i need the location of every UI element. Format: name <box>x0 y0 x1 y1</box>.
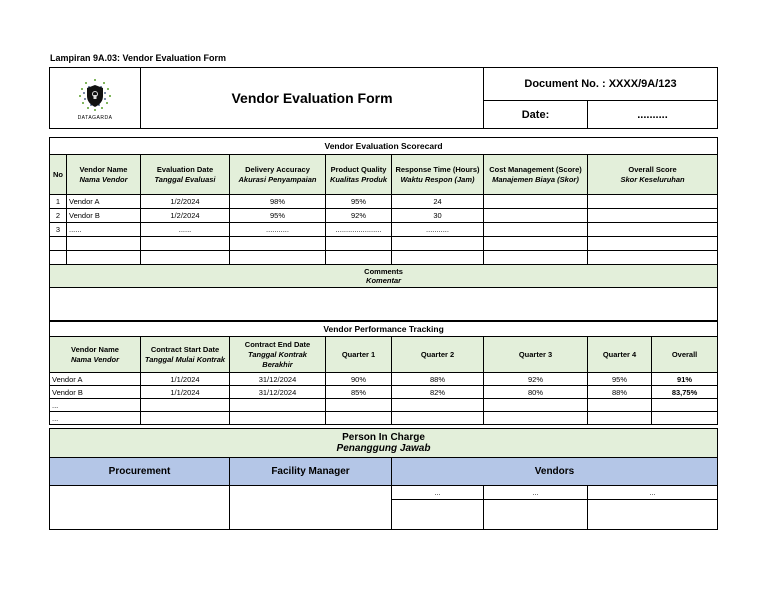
col-header-label: Quarter 3 <box>518 349 553 359</box>
procurement-signature[interactable] <box>50 486 230 530</box>
col-header-label-id: Skor Keseluruhan <box>620 174 685 184</box>
table-cell <box>484 209 588 223</box>
table-cell <box>392 251 484 265</box>
table-cell: 90% <box>326 373 392 386</box>
vendor-signature-3[interactable] <box>588 500 718 530</box>
table-cell <box>484 195 588 209</box>
col-header-label: No <box>53 169 63 179</box>
table-cell: 95% <box>588 373 652 386</box>
vendor-signature-1[interactable] <box>392 500 484 530</box>
facility-manager-signature[interactable] <box>230 486 392 530</box>
table-cell <box>326 399 392 412</box>
document-number: Document No. : XXXX/9A/123 <box>484 68 718 101</box>
table-cell <box>392 412 484 425</box>
table-cell <box>484 223 588 237</box>
pic-title: Person In Charge <box>342 432 425 443</box>
table-cell: ........... <box>392 223 484 237</box>
table-cell: 98% <box>230 195 326 209</box>
tracking-col-header <box>588 337 652 373</box>
tracking-col-header <box>230 337 326 373</box>
table-cell: 95% <box>230 209 326 223</box>
col-header-label-id: Nama Vendor <box>79 174 128 184</box>
col-header-label-id: Tanggal Mulai Kontrak <box>144 354 226 364</box>
table-cell <box>230 251 326 265</box>
date-label: Date: <box>484 101 588 129</box>
table-cell: 1/2/2024 <box>141 195 230 209</box>
col-header-label-id: Tanggal Evaluasi <box>154 174 216 184</box>
col-header-label: Vendor Name <box>79 164 128 174</box>
vendor-slot-1: ... <box>392 486 484 500</box>
col-header-label-id: Nama Vendor <box>70 354 120 364</box>
table-row <box>50 386 718 399</box>
table-cell <box>588 399 652 412</box>
table-cell <box>484 237 588 251</box>
table-cell: ... <box>50 412 141 425</box>
col-header-label: Quarter 1 <box>341 349 376 359</box>
logo <box>50 68 141 129</box>
table-cell: 91% <box>652 373 718 386</box>
table-cell <box>141 237 230 251</box>
table-cell: 1/2/2024 <box>141 209 230 223</box>
table-cell <box>588 412 652 425</box>
table-row <box>50 195 718 209</box>
table-cell: 30 <box>392 209 484 223</box>
table-cell: ........... <box>230 223 326 237</box>
table-cell: 92% <box>326 209 392 223</box>
table-cell: 80% <box>484 386 588 399</box>
table-cell: Vendor B <box>67 209 141 223</box>
scorecard-header-row <box>50 155 718 195</box>
col-header-label: Overall Score <box>628 164 677 174</box>
table-cell <box>588 237 718 251</box>
vendors-label: Vendors <box>392 458 718 486</box>
table-cell: ...................... <box>326 223 392 237</box>
table-cell <box>588 209 718 223</box>
table-cell: 95% <box>326 195 392 209</box>
table-row <box>50 209 718 223</box>
col-header-label-id: Kualitas Produk <box>329 174 388 184</box>
table-row <box>50 412 718 425</box>
table-cell: 1/1/2024 <box>141 373 230 386</box>
table-row <box>50 251 718 265</box>
tracking-title: Vendor Performance Tracking <box>50 322 718 337</box>
tracking-col-header <box>484 337 588 373</box>
table-cell <box>652 399 718 412</box>
table-row <box>50 237 718 251</box>
tracking-col-header <box>326 337 392 373</box>
col-header-label: Quarter 2 <box>420 349 455 359</box>
scorecard-table <box>49 137 718 321</box>
table-cell <box>230 412 326 425</box>
table-cell: 31/12/2024 <box>230 373 326 386</box>
col-header-label-id: Tanggal Kontrak Berakhir <box>248 349 307 369</box>
tracking-col-header <box>141 337 230 373</box>
tracking-col-header <box>50 337 141 373</box>
col-header-label: Cost Management (Score) <box>489 164 582 174</box>
date-value: .......... <box>588 101 718 129</box>
table-cell <box>588 195 718 209</box>
scorecard-col-header <box>141 155 230 195</box>
table-cell: ...... <box>141 223 230 237</box>
table-row <box>50 373 718 386</box>
pic-header <box>50 429 718 458</box>
pic-title-id: Penanggung Jawab <box>336 443 431 454</box>
table-cell <box>67 237 141 251</box>
table-cell: 92% <box>484 373 588 386</box>
table-cell: 1/1/2024 <box>141 386 230 399</box>
scorecard-col-header <box>392 155 484 195</box>
col-header-label: Product Quality <box>330 164 387 174</box>
scorecard-title: Vendor Evaluation Scorecard <box>50 138 718 155</box>
table-cell <box>230 399 326 412</box>
form-caption: Lampiran 9A.03: Vendor Evaluation Form <box>50 53 227 63</box>
tracking-col-header <box>652 337 718 373</box>
table-cell <box>652 412 718 425</box>
logo-text: DATAGARDA <box>77 114 113 121</box>
facility-manager-label: Facility Manager <box>230 458 392 486</box>
pic-table <box>49 428 718 530</box>
table-cell <box>588 251 718 265</box>
vendor-slot-2: ... <box>484 486 588 500</box>
table-cell <box>484 251 588 265</box>
table-cell: 82% <box>392 386 484 399</box>
comments-label: Comments <box>364 267 403 276</box>
col-header-label: Response Time (Hours) <box>395 164 480 174</box>
vendor-slot-3: ... <box>588 486 718 500</box>
table-cell: ...... <box>67 223 141 237</box>
table-cell <box>326 412 392 425</box>
table-cell: 31/12/2024 <box>230 386 326 399</box>
table-cell <box>141 412 230 425</box>
tracking-header-row <box>50 337 718 373</box>
col-header-label: Delivery Accuracy <box>245 164 310 174</box>
col-header-label: Contract End Date <box>244 339 311 349</box>
table-cell: 1 <box>50 195 67 209</box>
scorecard-col-header <box>50 155 67 195</box>
table-cell <box>326 251 392 265</box>
table-cell: 2 <box>50 209 67 223</box>
form-title: Vendor Evaluation Form <box>141 68 484 129</box>
scorecard-col-header <box>67 155 141 195</box>
table-row <box>50 223 718 237</box>
col-header-label: Vendor Name <box>71 344 119 354</box>
shield-logo-icon <box>74 76 116 114</box>
procurement-label: Procurement <box>50 458 230 486</box>
col-header-label: Evaluation Date <box>156 164 214 174</box>
col-header-label: Contract Start Date <box>150 344 220 354</box>
table-cell: Vendor A <box>50 373 141 386</box>
table-cell <box>484 412 588 425</box>
table-cell: Vendor B <box>50 386 141 399</box>
table-cell <box>50 251 67 265</box>
col-header-label-id: Akurasi Penyampaian <box>238 174 317 184</box>
comments-label-id: Komentar <box>366 276 402 285</box>
table-cell <box>141 251 230 265</box>
table-cell: 83,75% <box>652 386 718 399</box>
table-cell: 24 <box>392 195 484 209</box>
table-cell <box>392 399 484 412</box>
table-cell: 3 <box>50 223 67 237</box>
table-cell: 85% <box>326 386 392 399</box>
table-cell: ... <box>50 399 141 412</box>
col-header-label-id: Manajemen Biaya (Skor) <box>492 174 579 184</box>
table-cell <box>588 223 718 237</box>
col-header-label-id: Waktu Respon (Jam) <box>400 174 475 184</box>
table-cell: Vendor A <box>67 195 141 209</box>
scorecard-col-header <box>326 155 392 195</box>
scorecard-col-header <box>230 155 326 195</box>
table-cell <box>67 251 141 265</box>
vendor-signature-2[interactable] <box>484 500 588 530</box>
table-cell: 88% <box>588 386 652 399</box>
col-header-label: Overall <box>671 349 698 359</box>
comments-field[interactable] <box>50 288 718 321</box>
scorecard-col-header <box>588 155 718 195</box>
table-cell <box>484 399 588 412</box>
col-header-label: Quarter 4 <box>602 349 637 359</box>
comments-header <box>50 265 718 288</box>
table-row <box>50 399 718 412</box>
scorecard-col-header <box>484 155 588 195</box>
tracking-table <box>49 321 718 425</box>
tracking-col-header <box>392 337 484 373</box>
table-cell <box>50 237 67 251</box>
table-cell <box>230 237 326 251</box>
form-header <box>49 67 718 129</box>
table-cell <box>392 237 484 251</box>
table-cell: 88% <box>392 373 484 386</box>
table-cell <box>326 237 392 251</box>
table-cell <box>141 399 230 412</box>
